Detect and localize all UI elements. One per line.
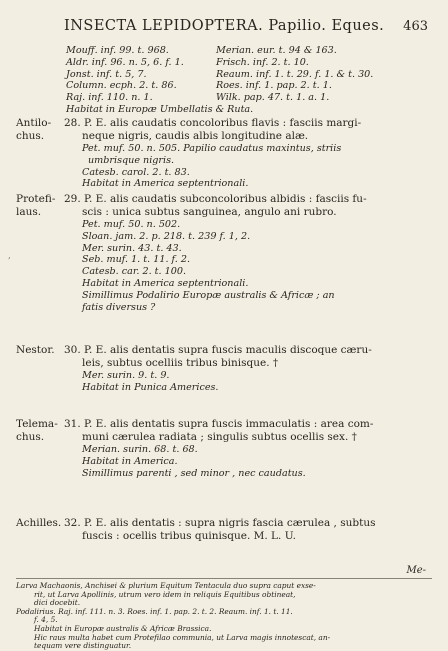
habitat-line: Habitat in Europæ Umbellatis & Ruta. [66,103,254,115]
footnote-line: Habitat in Europæ australis & Africæ Brassica. [34,623,212,633]
diagnosis-line: muni cærulea radiata ; singulis subtus ocellis sex. † [82,431,357,443]
reference-row [66,92,406,104]
reference-right: Frisch. inf. 2. t. 10. [216,56,309,68]
reference-right: Merian. eur. t. 94 & 163. [216,45,337,56]
diagnosis [64,117,424,143]
footnote-line: tequam vere distinguatur. [34,641,132,651]
reference-line: Catesb. car. 2. t. 100. [82,266,186,278]
species-name [16,344,60,357]
entry-body [64,193,424,313]
habitat-line: Habitat in America septentrionali. [82,277,249,289]
catchword: Me- [406,565,426,576]
footnote-line: dici docebit. [34,598,81,608]
reference-right: Wilk. pap. 47. t. 1. a. 1. [216,92,330,104]
reference-line: Pet. muf. 50. n. 502. [82,219,181,230]
entry-body [64,117,424,190]
reference-line: Mer. surin. 9. t. 9. [82,370,170,381]
footnote-rule [16,578,432,579]
reference-line: Catesb. carol. 2. t. 83. [82,166,190,178]
entry-body [64,344,424,394]
reference-row [66,45,406,57]
footnote-line: Larva Machaonis, Anchisei & plurium Equitum Tentacula duo supra caput exse- [16,581,316,590]
species-name [16,193,60,219]
reference-row [66,69,406,81]
diagnosis-line: 28. P. E. alis caudatis concoloribus flavis : fasciis margi- [64,117,362,129]
habitat-line: Habitat in America. [82,455,178,467]
species-name-line: chus. [16,431,45,443]
note-line: fatis diversus ? [82,301,156,313]
species-name-line: Nestor. [16,344,55,356]
species-name [16,117,60,143]
footnotes [16,582,432,651]
reference-line: Merian. surin. 68. t. 68. [82,444,198,455]
reference-left: Jonst. inf. t. 5, 7. [66,68,147,80]
reference-right: Roes. inf. 1. pap. 2. t. 1. [216,80,332,92]
page-header [0,18,448,38]
reference-line: Pet. muf. 50. n. 505. Papilio caudatus maxintus, striis [82,143,342,154]
diagnosis-line: 30. P. E. alis dentatis supra fuscis maculis discoque cæru- [64,344,372,356]
species-name [16,517,60,530]
margin-mark: , [8,251,11,261]
footnote-line: rit, ut Larva Apollinis, utrum vero idem in reliquis Equitibus obtineat, [34,589,296,599]
species-name-line: laus. [16,206,42,218]
diagnosis-line: leis, subtus ocelliis tribus binisque. † [82,357,279,369]
diagnosis-line: neque nigris, caudis albis longitudine alæ. [82,130,309,142]
diagnosis [64,344,424,370]
reference-row [66,57,406,69]
top-references [66,45,406,116]
reference-left: Aldr. inf. 96. n. 5, 6. f. 1. [66,56,184,68]
diagnosis [64,193,424,219]
entry-body [64,418,424,479]
species-name-line: Achilles. [16,517,62,529]
species-name-line: Telema- [16,418,58,430]
reference-line: umbrisque nigris. [88,154,175,166]
footnote-line: f. 4, 5. [34,615,58,625]
species-name [16,418,60,444]
reference-left: Raj. inf. 110. n. 1. [66,92,153,104]
reference-line: Mer. surin. 43. t. 43. [82,242,182,254]
diagnosis-line: scis : unica subtus sanguinea, angulo ani rubro. [82,206,337,218]
reference-left: Column. ecph. 2. t. 86. [66,80,177,92]
reference-right: Reaum. inf. 1. t. 29. f. 1. & t. 30. [216,68,374,80]
diagnosis-line: 29. P. E. alis caudatis subconcoloribus albidis : fasciis fu- [64,193,367,205]
page-number: 463 [403,19,428,34]
diagnosis-line: 32. P. E. alis dentatis : supra nigris fascia cærulea , subtus [64,517,376,529]
diagnosis [64,418,424,444]
habitat-line: Habitat in Punica Americes. [82,381,219,393]
diagnosis-line: 31. P. E. alis dentatis supra fuscis immaculatis : area com- [64,418,374,430]
footnote-line: Hic raus multa habet cum Protefilao communia, ut Larva magis innotescat, an- [34,632,331,642]
diagnosis-line: fuscis : ocellis tribus quinisque. M. L. U. [82,530,296,542]
habitat-line: Habitat in America septentrionali. [82,178,249,190]
reference-line: Sloan. jam. 2. p. 218. t. 239 f. 1, 2. [82,230,251,242]
species-name-line: chus. [16,130,45,142]
reference-left: Mouff. inf. 99. t. 968. [66,45,169,56]
running-title: INSECTA LEPIDOPTERA. Papilio. Eques. [64,18,385,34]
reference-line: Seb. muf. 1. t. 11. f. 2. [82,254,190,266]
note-line: Simillimus Podalirio Europæ australis & Africæ ; an [82,289,335,301]
reference-row [66,80,406,92]
entry-body [64,517,424,543]
footnote-line: Podalirius. Raj. inf. 111. n. 3. Roes. inf. 1. pap. 2. t. 2. Reaum. inf. 1. t. 11. [16,606,293,616]
note-line: Simillimus parenti , sed minor , nec caudatus. [82,467,306,479]
diagnosis [64,517,424,543]
species-name-line: Protefi- [16,193,56,205]
species-name-line: Antilo- [16,117,52,129]
